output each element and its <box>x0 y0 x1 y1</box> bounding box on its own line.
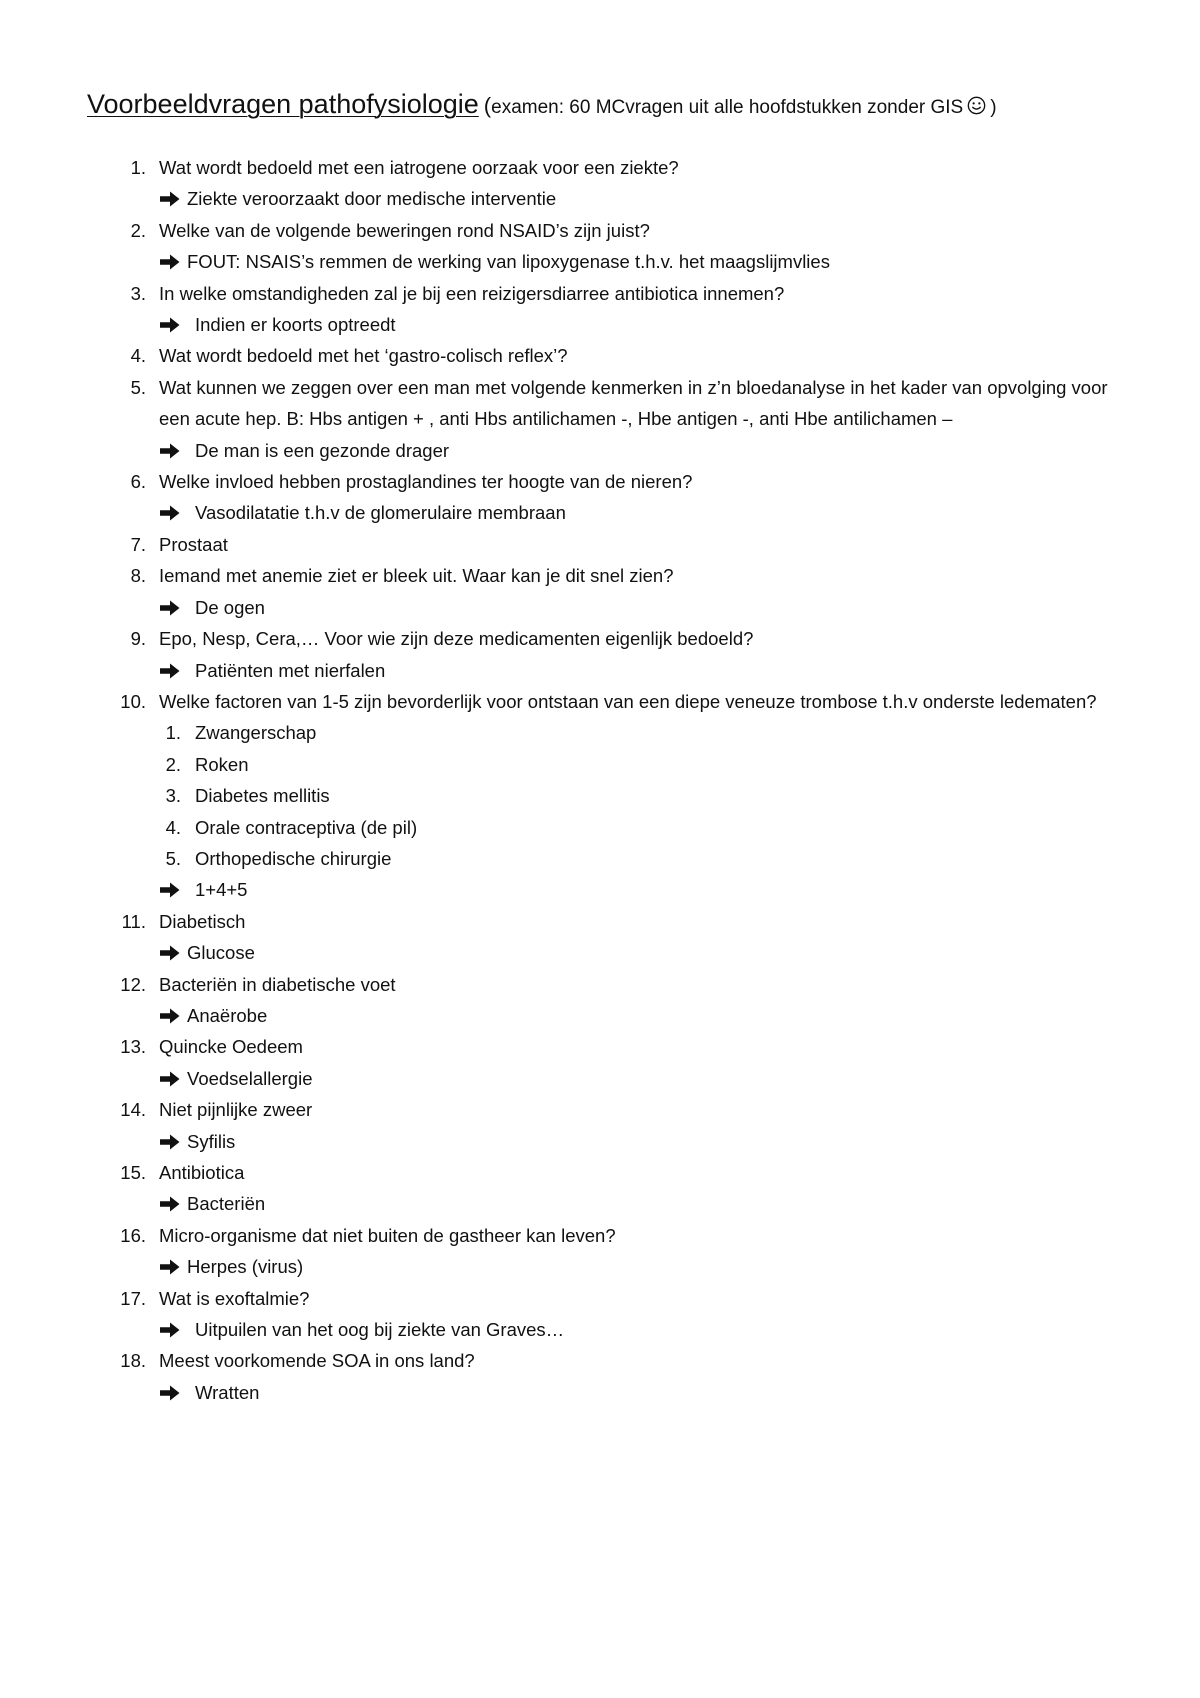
arrow-right-icon <box>159 1321 187 1339</box>
arrow-right-icon <box>159 253 187 271</box>
answer-text: FOUT: NSAIS’s remmen de werking van lipoxygenase t.h.v. het maagslijmvlies <box>187 251 830 273</box>
arrow-right-icon <box>159 944 187 962</box>
question-text: Meest voorkomende SOA in ons land? <box>159 1350 475 1372</box>
question-item <box>110 215 1120 278</box>
sub-option-number: 3. <box>165 785 181 807</box>
answer-line <box>110 309 1120 340</box>
document-header <box>87 88 1167 126</box>
question-text: Welke factoren van 1-5 zijn bevorderlijk voor ontstaan van een diepe veneuze trombose t.h.v onderste ledematen? <box>159 690 1097 712</box>
answer-text: Bacteriën <box>187 1193 266 1215</box>
sub-option-number: 2. <box>165 753 181 775</box>
sub-option-number: 4. <box>165 816 181 838</box>
question-item <box>110 623 1120 686</box>
arrow-right-icon <box>159 1070 187 1088</box>
sub-option <box>110 812 1120 843</box>
answer-line <box>110 1126 1120 1157</box>
answer-line <box>110 1000 1120 1031</box>
answer-text: Patiënten met nierfalen <box>195 659 386 681</box>
question-text: Quincke Oedeem <box>159 1036 303 1058</box>
sub-option-text: Zwangerschap <box>195 722 317 744</box>
answer-text: Ziekte veroorzaakt door medische interventie <box>187 188 557 210</box>
arrow-right-icon <box>159 442 187 460</box>
question-number: 2. <box>130 219 146 241</box>
answer-line <box>110 246 1120 277</box>
question-number: 12. <box>120 973 146 995</box>
question-number: 6. <box>130 471 146 493</box>
question-item <box>110 969 1120 1032</box>
sub-option <box>110 749 1120 780</box>
smiley-icon <box>967 94 986 126</box>
question-text: Welke van de volgende beweringen rond NSAID’s zijn juist? <box>159 219 650 241</box>
answer-text: De ogen <box>195 596 265 618</box>
question-item <box>110 1220 1120 1283</box>
question-number: 10. <box>120 690 146 712</box>
sub-option-text: Roken <box>195 753 249 775</box>
question-text: Iemand met anemie ziet er bleek uit. Waar kan je dit snel zien? <box>159 565 674 587</box>
answer-text: 1+4+5 <box>195 879 248 901</box>
arrow-right-icon <box>159 1007 187 1025</box>
question-number: 13. <box>120 1036 146 1058</box>
arrow-right-icon <box>159 881 187 899</box>
answer-text: De man is een gezonde drager <box>195 439 450 461</box>
answer-line <box>110 937 1120 968</box>
question-item <box>110 1345 1120 1408</box>
exam-note-text: examen: 60 MCvragen uit alle hoofdstukken zonder GIS <box>491 97 964 118</box>
question-text: Epo, Nesp, Cera,… Voor wie zijn deze medicamenten eigenlijk bedoeld? <box>159 628 754 650</box>
sub-option-text: Diabetes mellitis <box>195 785 330 807</box>
answer-text: Voedselallergie <box>187 1067 313 1089</box>
question-number: 18. <box>120 1350 146 1372</box>
question-item <box>110 466 1120 529</box>
arrow-right-icon <box>159 1384 187 1402</box>
sub-option <box>110 717 1120 748</box>
answer-line <box>110 1063 1120 1094</box>
answer-line <box>110 435 1120 466</box>
question-number: 15. <box>120 1162 146 1183</box>
question-text: Wat wordt bedoeld met het ‘gastro-colisch reflex’? <box>159 345 568 367</box>
question-number: 14. <box>120 1099 146 1121</box>
answer-line <box>110 1377 1120 1408</box>
question-text: Niet pijnlijke zweer <box>159 1099 313 1121</box>
sub-option <box>110 843 1120 874</box>
question-item <box>110 906 1120 969</box>
page-title: Voorbeeldvragen pathofysiologie <box>87 89 479 119</box>
question-number: 5. <box>130 376 146 398</box>
question-item <box>110 1157 1120 1220</box>
question-item <box>110 1031 1120 1094</box>
answer-text: Herpes (virus) <box>187 1256 304 1278</box>
arrow-right-icon <box>159 504 187 522</box>
question-number: 4. <box>130 345 146 367</box>
arrow-right-icon <box>159 662 187 680</box>
question-item <box>110 529 1120 560</box>
arrow-right-icon <box>159 599 187 617</box>
question-number: 3. <box>130 282 146 304</box>
question-item <box>110 686 1120 906</box>
answer-line <box>110 1251 1120 1282</box>
answer-line <box>110 1314 1120 1345</box>
question-text: Prostaat <box>159 533 228 555</box>
sub-option-text: Orale contraceptiva (de pil) <box>195 816 418 838</box>
question-item <box>110 1094 1120 1157</box>
question-text: Diabetisch <box>159 910 246 932</box>
answer-text: Vasodilatatie t.h.v de glomerulaire membraan <box>195 502 566 524</box>
arrow-right-icon <box>159 1258 187 1276</box>
answer-line <box>110 183 1120 214</box>
question-text: Micro-organisme dat niet buiten de gastheer kan leven? <box>159 1224 616 1246</box>
question-text: Bacteriën in diabetische voet <box>159 973 396 995</box>
question-item <box>110 560 1120 623</box>
question-number: 16. <box>120 1224 146 1246</box>
question-item <box>110 278 1120 341</box>
note-open-paren: ( <box>483 93 492 118</box>
question-number: 8. <box>130 565 146 587</box>
question-text: Wat wordt bedoeld met een iatrogene oorzaak voor een ziekte? <box>159 157 679 178</box>
answer-text: Uitpuilen van het oog bij ziekte van Graves… <box>195 1319 565 1341</box>
answer-line <box>110 497 1120 528</box>
question-list <box>110 152 1120 1408</box>
arrow-right-icon <box>159 1195 187 1213</box>
question-text: Wat kunnen we zeggen over een man met volgende kenmerken in z’n bloedanalyse in het kader van opvolging voor een acute hep. B: Hbs antigen + , anti Hbs antilichamen -, Hbe antigen -, anti Hbe antilichamen – <box>159 376 1108 430</box>
question-item <box>110 152 1120 215</box>
note-close-paren: ) <box>990 97 997 118</box>
arrow-right-icon <box>159 316 187 334</box>
sub-option-number: 5. <box>165 847 181 869</box>
answer-text: Glucose <box>187 942 255 964</box>
question-text: In welke omstandigheden zal je bij een reizigersdiarree antibiotica innemen? <box>159 282 785 304</box>
answer-line <box>110 874 1120 905</box>
arrow-right-icon <box>159 1133 187 1151</box>
question-number: 1. <box>130 157 146 178</box>
answer-line <box>110 592 1120 623</box>
question-number: 9. <box>130 628 146 650</box>
answer-text: Anaërobe <box>187 1004 268 1026</box>
question-number: 11. <box>121 910 146 932</box>
question-item <box>110 1283 1120 1346</box>
answer-text: Syfilis <box>187 1130 236 1152</box>
sub-option-text: Orthopedische chirurgie <box>195 847 392 869</box>
question-item <box>110 372 1120 466</box>
question-number: 7. <box>130 533 146 555</box>
answer-text: Wratten <box>195 1381 260 1403</box>
question-item <box>110 340 1120 371</box>
question-text: Antibiotica <box>159 1162 245 1183</box>
sub-option <box>110 780 1120 811</box>
arrow-right-icon <box>159 190 187 208</box>
question-number: 17. <box>120 1287 146 1309</box>
answer-line <box>110 1188 1120 1219</box>
answer-line <box>110 655 1120 686</box>
answer-text: Indien er koorts optreedt <box>195 314 396 336</box>
sub-option-number: 1. <box>165 722 181 744</box>
exam-note <box>483 93 997 118</box>
question-text: Welke invloed hebben prostaglandines ter hoogte van de nieren? <box>159 471 693 493</box>
question-text: Wat is exoftalmie? <box>159 1287 310 1309</box>
